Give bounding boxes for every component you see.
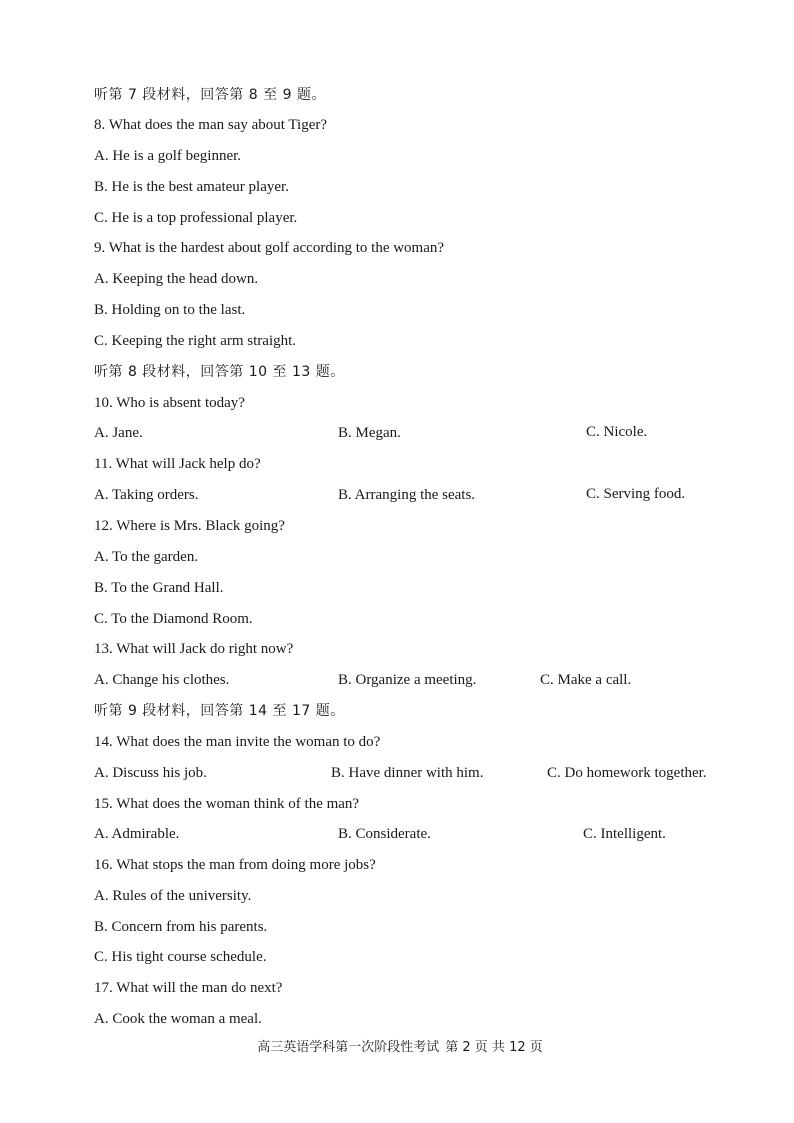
question-12-option-a: A. To the garden. xyxy=(94,549,199,565)
question-14-option-a: A. Discuss his job. xyxy=(94,765,207,781)
section-heading-9: 听第 9 段材料，回答第 14 至 17 题。 xyxy=(94,703,345,719)
question-16-stem: 16. What stops the man from doing more jobs? xyxy=(94,857,376,873)
question-10-option-b: B. Megan. xyxy=(338,425,401,441)
question-13-option-b: B. Organize a meeting. xyxy=(338,672,477,688)
question-11-option-c: C. Serving food. xyxy=(586,486,686,502)
question-15-option-b: B. Considerate. xyxy=(338,826,431,842)
question-11-stem: 11. What will Jack help do? xyxy=(94,456,261,472)
question-11-option-b: B. Arranging the seats. xyxy=(338,487,476,503)
question-13-option-c: C. Make a call. xyxy=(540,672,632,688)
section-heading-7: 听第 7 段材料，回答第 8 至 9 题。 xyxy=(94,87,326,103)
section-heading-8: 听第 8 段材料，回答第 10 至 13 题。 xyxy=(94,364,345,380)
question-11-option-a: A. Taking orders. xyxy=(94,487,199,503)
question-13-stem: 13. What will Jack do right now? xyxy=(94,641,294,657)
question-15-option-a: A. Admirable. xyxy=(94,826,180,842)
question-9-stem: 9. What is the hardest about golf according to the woman? xyxy=(94,240,445,256)
question-9-option-b: B. Holding on to the last. xyxy=(94,302,246,318)
question-10-option-c: C. Nicole. xyxy=(586,424,648,440)
question-15-stem: 15. What does the woman think of the man? xyxy=(94,796,360,812)
question-15-option-c: C. Intelligent. xyxy=(583,826,666,842)
question-17-stem: 17. What will the man do next? xyxy=(94,980,283,996)
question-9-option-c: C. Keeping the right arm straight. xyxy=(94,333,297,349)
question-12-stem: 12. Where is Mrs. Black going? xyxy=(94,518,285,534)
question-14-option-c: C. Do homework together. xyxy=(547,765,707,781)
question-9-option-a: A. Keeping the head down. xyxy=(94,271,259,287)
question-14-stem: 14. What does the man invite the woman to do? xyxy=(94,734,381,750)
question-8-option-c: C. He is a top professional player. xyxy=(94,210,298,226)
question-12-option-b: B. To the Grand Hall. xyxy=(94,580,224,596)
question-16-option-b: B. Concern from his parents. xyxy=(94,919,268,935)
page-footer xyxy=(0,1038,794,1058)
question-16-option-c: C. His tight course schedule. xyxy=(94,949,267,965)
question-10-stem: 10. Who is absent today? xyxy=(94,395,245,411)
footer-page-info: 第 2 页 共 12 页 xyxy=(445,1040,543,1055)
question-13-option-a: A. Change his clothes. xyxy=(94,672,230,688)
question-8-stem: 8. What does the man say about Tiger? xyxy=(94,117,328,133)
question-14-option-b: B. Have dinner with him. xyxy=(331,765,484,781)
question-8-option-b: B. He is the best amateur player. xyxy=(94,179,289,195)
question-17-option-a: A. Cook the woman a meal. xyxy=(94,1011,262,1027)
question-8-option-a: A. He is a golf beginner. xyxy=(94,148,242,164)
question-12-option-c: C. To the Diamond Room. xyxy=(94,611,253,627)
question-16-option-a: A. Rules of the university. xyxy=(94,888,252,904)
footer-exam-title: 高三英语学科第一次阶段性考试 xyxy=(257,1040,440,1055)
question-10-option-a: A. Jane. xyxy=(94,425,143,441)
